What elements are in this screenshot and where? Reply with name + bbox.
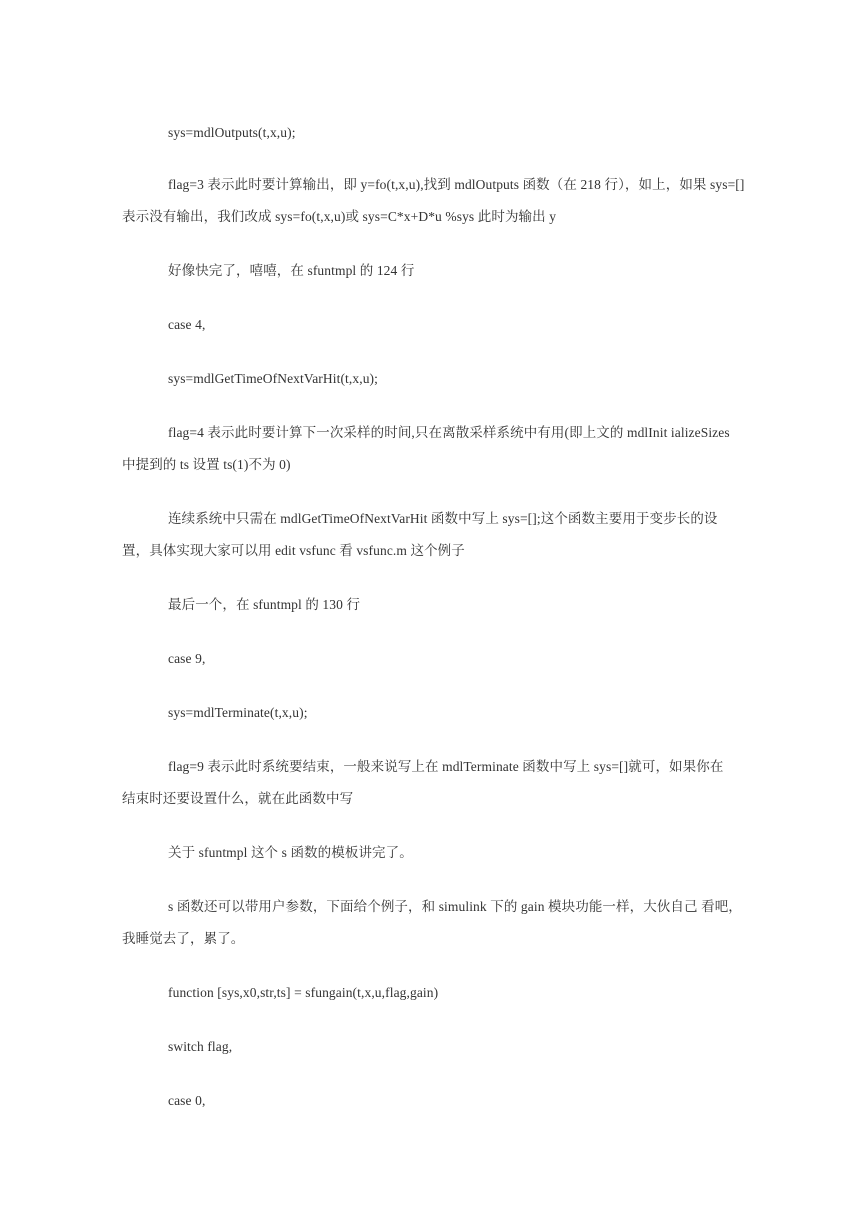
code-line-function-signature: function [sys,x0,str,ts] = sfungain(t,x,u,flag,gain) bbox=[168, 985, 439, 1000]
paragraph-user-params-line1: s 函数还可以带用户参数，下面给个例子，和 simulink 下的 gain 模块功能一样，大伙自己 看吧， bbox=[168, 899, 742, 914]
paragraph-last-one: 最后一个，在 sfuntmpl 的 130 行 bbox=[168, 597, 361, 612]
code-line-switch-flag: switch flag, bbox=[168, 1039, 233, 1054]
paragraph-flag4-line2: 中提到的 ts 设置 ts(1)不为 0) bbox=[122, 457, 291, 472]
paragraph-flag3-line2: 表示没有输出，我们改成 sys=fo(t,x,u)或 sys=C*x+D*u %sys 此时为输出 y bbox=[122, 209, 557, 224]
paragraph-flag9-line2: 结束时还要设置什么，就在此函数中写 bbox=[122, 791, 354, 806]
code-line-mdloutputs: sys=mdlOutputs(t,x,u); bbox=[168, 125, 296, 140]
paragraph-user-params-line2: 我睡觉去了，累了。 bbox=[122, 931, 245, 946]
code-line-mdlterminate: sys=mdlTerminate(t,x,u); bbox=[168, 705, 308, 720]
paragraph-flag3-line1: flag=3 表示此时要计算输出，即 y=fo(t,x,u),找到 mdlOutputs 函数（在 218 行），如上，如果 sys=[] bbox=[168, 177, 745, 192]
code-line-case0: case 0, bbox=[168, 1093, 206, 1108]
code-line-case4: case 4, bbox=[168, 317, 206, 332]
code-line-mdlgettimeofnextvarhit: sys=mdlGetTimeOfNextVarHit(t,x,u); bbox=[168, 371, 378, 386]
paragraph-continuous-line2: 置，具体实现大家可以用 edit vsfunc 看 vsfunc.m 这个例子 bbox=[122, 543, 465, 558]
paragraph-almost-done: 好像快完了，嘻嘻，在 sfuntmpl 的 124 行 bbox=[168, 263, 415, 278]
paragraph-template-done: 关于 sfuntmpl 这个 s 函数的模板讲完了。 bbox=[168, 845, 413, 860]
code-line-case9: case 9, bbox=[168, 651, 206, 666]
paragraph-flag9-line1: flag=9 表示此时系统要结束，一般来说写上在 mdlTerminate 函数中写上 sys=[]就可，如果你在 bbox=[168, 759, 724, 774]
paragraph-flag4-line1: flag=4 表示此时要计算下一次采样的时间,只在离散采样系统中有用(即上文的 mdlInit ializeSizes bbox=[168, 425, 730, 440]
paragraph-continuous-line1: 连续系统中只需在 mdlGetTimeOfNextVarHit 函数中写上 sys=[];这个函数主要用于变步长的设 bbox=[168, 511, 718, 526]
